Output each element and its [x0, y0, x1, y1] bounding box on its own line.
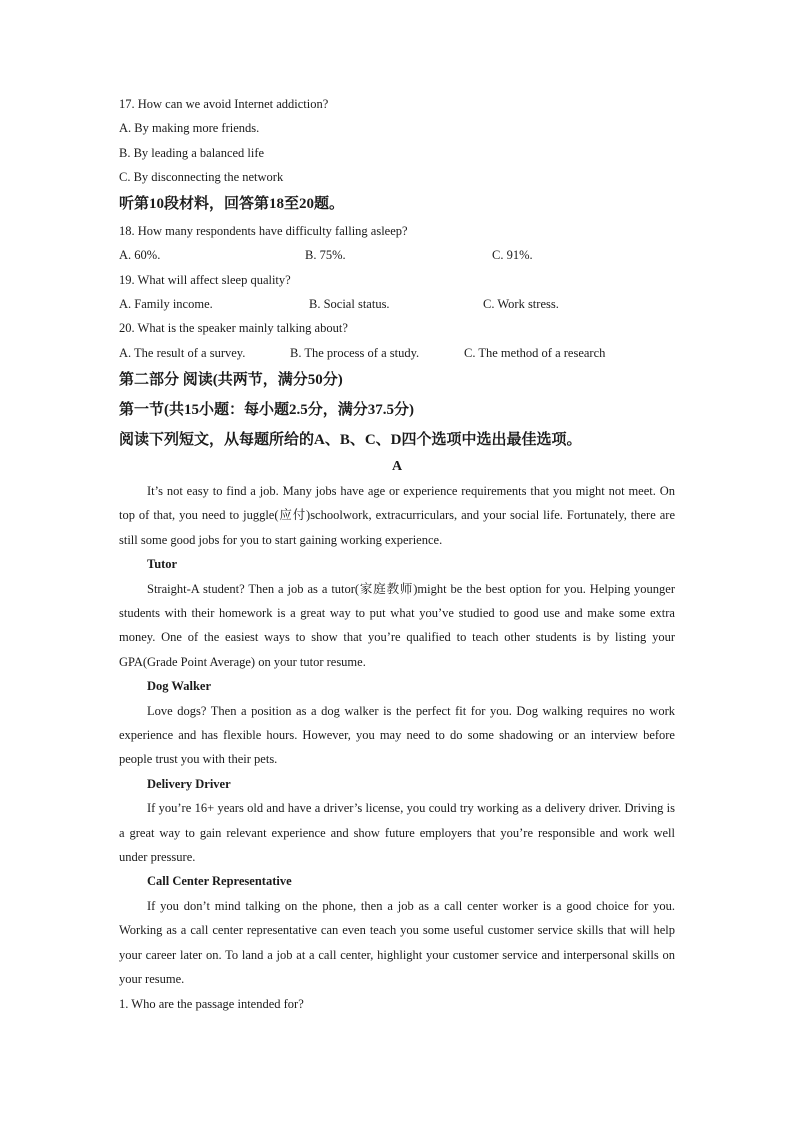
q18-option-a: A. 60%.: [119, 248, 161, 263]
q19-stem: 19. What will affect sleep quality?: [119, 272, 291, 287]
tutor-heading: Tutor: [147, 557, 178, 572]
q18-stem: 18. How many respondents have difficulty falling asleep?: [119, 224, 408, 239]
q17-stem: 17. How can we avoid Internet addiction?: [119, 97, 329, 111]
passage-intro: It’s not easy to find a job. Many jobs have age or experience requirements that you might not meet. On top of that, you need to juggle(应付)schoolwork, extracurriculars, and your social life. Fortunately, there are still some good jobs for you to start gaining working experience.: [119, 483, 675, 547]
call-center-paragraph: If you don’t mind talking on the phone, then a job as a call center worker is a good choice for you. Working as a call center representative can even teach you some useful customer service skills that will help your career later on. To land a job at a call center, highlight your customer service and interpersonal skills on your resume.: [119, 898, 675, 987]
dog-walker-paragraph: Love dogs? Then a position as a dog walker is the perfect fit for you. Dog walking requires no work experience and has flexible hours. However, you may need to do some shadowing or an interview before people trust you with their pets.: [119, 703, 675, 767]
q19-option-c: C. Work stress.: [483, 297, 559, 312]
dog-walker-heading: Dog Walker: [147, 679, 212, 694]
tutor-paragraph: Straight-A student? Then a job as a tutor(家庭教师)might be the best option for you. Helping younger students with their homework is a great way to put what you’ve studied to good use and make some extra money. One of the easiest ways to show that you’re qualified to teach other students is by listing your GPA(Grade Point Average) on your tutor resume.: [119, 581, 675, 669]
delivery-driver-paragraph: If you’re 16+ years old and have a driver’s license, you could try working as a delivery driver. Driving is a great way to gain relevant experience and show future employers that you’re responsible and work well under pressure.: [119, 801, 675, 865]
part-2-heading: 第二部分 阅读(共两节，满分50分): [119, 371, 343, 388]
q17-option-b: B. By leading a balanced life: [119, 145, 265, 160]
exam-page: [119, 92, 675, 1016]
q18-options: [119, 243, 675, 267]
q20-option-a: A. The result of a survey.: [119, 345, 246, 360]
call-center-heading: Call Center Representative: [147, 874, 292, 889]
q20-options: [119, 341, 675, 365]
q19-option-b: B. Social status.: [309, 297, 390, 312]
q19-options: [119, 292, 675, 316]
q18-option-c: C. 91%.: [492, 248, 533, 263]
q18-option-b: B. 75%.: [305, 248, 346, 263]
delivery-driver-heading: Delivery Driver: [147, 776, 231, 791]
section-1-heading: 第一节(共15小题：每小题2.5分，满分37.5分): [119, 401, 414, 418]
reading-instruction: 阅读下列短文，从每题所给的A、B、C、D四个选项中选出最佳选项。: [119, 431, 582, 448]
passage-label: A: [391, 458, 403, 474]
q17-option-c: C. By disconnecting the network: [119, 169, 284, 184]
q20-option-c: C. The method of a research: [464, 345, 606, 360]
q20-stem: 20. What is the speaker mainly talking about?: [119, 321, 348, 336]
q19-option-a: A. Family income.: [119, 297, 213, 312]
section-10-heading: 听第10段材料，回答第18至20题。: [119, 196, 345, 213]
q1-stem: 1. Who are the passage intended for?: [119, 996, 304, 1011]
q17-option-a: A. By making more friends.: [119, 121, 260, 136]
q20-option-b: B. The process of a study.: [290, 345, 420, 360]
